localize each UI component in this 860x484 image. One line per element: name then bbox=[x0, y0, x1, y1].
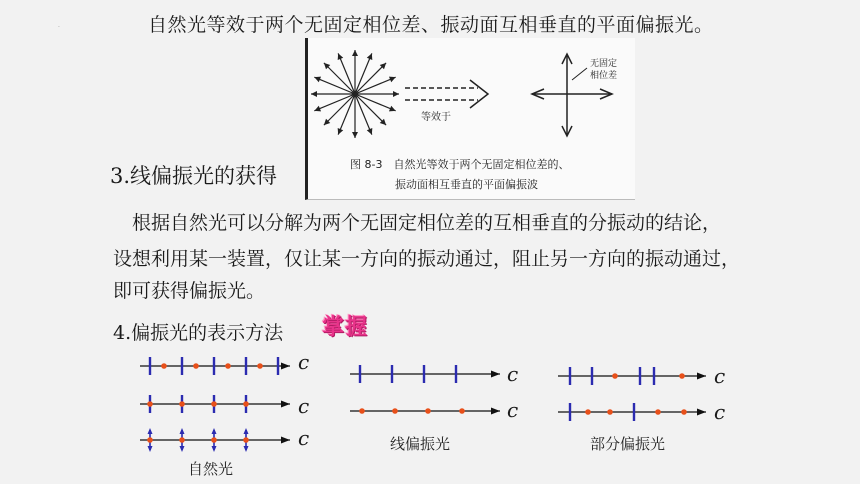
perpendicular-vibration-dot bbox=[585, 409, 591, 415]
linear-polarized-label: 线偏振光 bbox=[390, 435, 451, 453]
perpendicular-vibration-dot bbox=[147, 401, 153, 407]
axis-arrowhead bbox=[281, 437, 290, 444]
perpendicular-vibration-dot bbox=[612, 373, 618, 379]
perpendicular-vibration-dot bbox=[161, 363, 167, 369]
c-label: c bbox=[714, 364, 726, 388]
vibration-arrowhead bbox=[244, 428, 249, 434]
c-label: c bbox=[298, 350, 310, 374]
vibration-arrowhead bbox=[148, 428, 153, 434]
starburst-center bbox=[352, 91, 358, 97]
perpendicular-vibration-dot bbox=[243, 401, 249, 407]
perpendicular-vibration-dot bbox=[681, 409, 687, 415]
equivalence-arrow bbox=[405, 80, 488, 108]
paragraph-line-3: 即可获得偏振光。 bbox=[113, 280, 266, 302]
perpendicular-vibration-dot bbox=[607, 409, 613, 415]
statement-line: 自然光等效于两个无固定相位差、振动面互相垂直的平面偏振光。 bbox=[148, 14, 714, 36]
paragraph-line-1: 根据自然光可以分解为两个无固定相位差的互相垂直的分振动的结论， bbox=[132, 212, 722, 234]
c-label: c bbox=[507, 362, 519, 386]
equiv-label: 等效于 bbox=[421, 112, 451, 123]
vibration-arrowhead bbox=[180, 446, 185, 452]
axis-note-2: 相位差 bbox=[590, 71, 618, 81]
partial-polarized-label: 部分偏振光 bbox=[590, 435, 666, 453]
axis-arrowhead bbox=[697, 409, 706, 416]
perpendicular-vibration-dot bbox=[193, 363, 199, 369]
c-label: c bbox=[298, 426, 310, 450]
perpendicular-vibration-dot bbox=[225, 363, 231, 369]
vibration-arrowhead bbox=[212, 446, 217, 452]
perpendicular-vibration-dot bbox=[179, 437, 185, 443]
ray-arrowhead bbox=[352, 50, 358, 56]
ray-arrowhead bbox=[311, 91, 317, 97]
ray-line bbox=[355, 94, 386, 125]
perpendicular-vibration-dot bbox=[392, 408, 398, 414]
paragraph-line-2: 设想利用某一装置，仅让某一方向的振动通过，阻止另一方向的振动通过， bbox=[113, 248, 741, 270]
ray-arrowhead bbox=[352, 132, 358, 138]
ray-line bbox=[324, 63, 355, 94]
perpendicular-vibration-dot bbox=[257, 363, 263, 369]
perpendicular-vibration-dot bbox=[679, 373, 685, 379]
vibration-arrowhead bbox=[212, 428, 217, 434]
natural-light-label: 自然光 bbox=[188, 460, 234, 478]
axis-arrowhead bbox=[491, 371, 500, 378]
axis-arrowhead bbox=[697, 373, 706, 380]
figure-caption-1: 图 8-3 自然光等效于两个无固定相位差的、 bbox=[350, 158, 570, 171]
perpendicular-vibration-dot bbox=[359, 408, 365, 414]
perpendicular-vibration-dot bbox=[179, 401, 185, 407]
natural-light-starburst bbox=[311, 50, 399, 138]
figure-caption-2: 振动面相互垂直的平面偏振波 bbox=[395, 178, 538, 191]
c-label: c bbox=[507, 398, 519, 422]
perpendicular-vibration-dot bbox=[655, 409, 661, 415]
vibration-arrowhead bbox=[148, 446, 153, 452]
axis-arrowhead bbox=[281, 363, 290, 370]
axis-arrowhead bbox=[281, 401, 290, 408]
perpendicular-vibration-dot bbox=[211, 437, 217, 443]
perpendicular-vibration-dot bbox=[147, 437, 153, 443]
bullet-marker: · bbox=[58, 24, 60, 31]
section-heading-4: 4.偏振光的表示方法 bbox=[113, 322, 284, 344]
master-badge: 掌握 bbox=[322, 315, 369, 340]
c-label: c bbox=[298, 394, 310, 418]
vibration-arrowhead bbox=[180, 428, 185, 434]
vibration-arrowhead bbox=[244, 446, 249, 452]
perpendicular-vibration-dot bbox=[425, 408, 431, 414]
ray-line bbox=[324, 94, 355, 125]
section-heading-3: 3.线偏振光的获得 bbox=[110, 164, 278, 188]
ray-line bbox=[355, 63, 386, 94]
axis-arrowhead bbox=[491, 408, 500, 415]
ray-arrowhead bbox=[393, 91, 399, 97]
c-label: c bbox=[714, 400, 726, 424]
perpendicular-vibration-dot bbox=[459, 408, 465, 414]
axis-note-1: 无固定 bbox=[590, 59, 618, 69]
perpendicular-vibration-dot bbox=[243, 437, 249, 443]
perpendicular-vibration-dot bbox=[211, 401, 217, 407]
